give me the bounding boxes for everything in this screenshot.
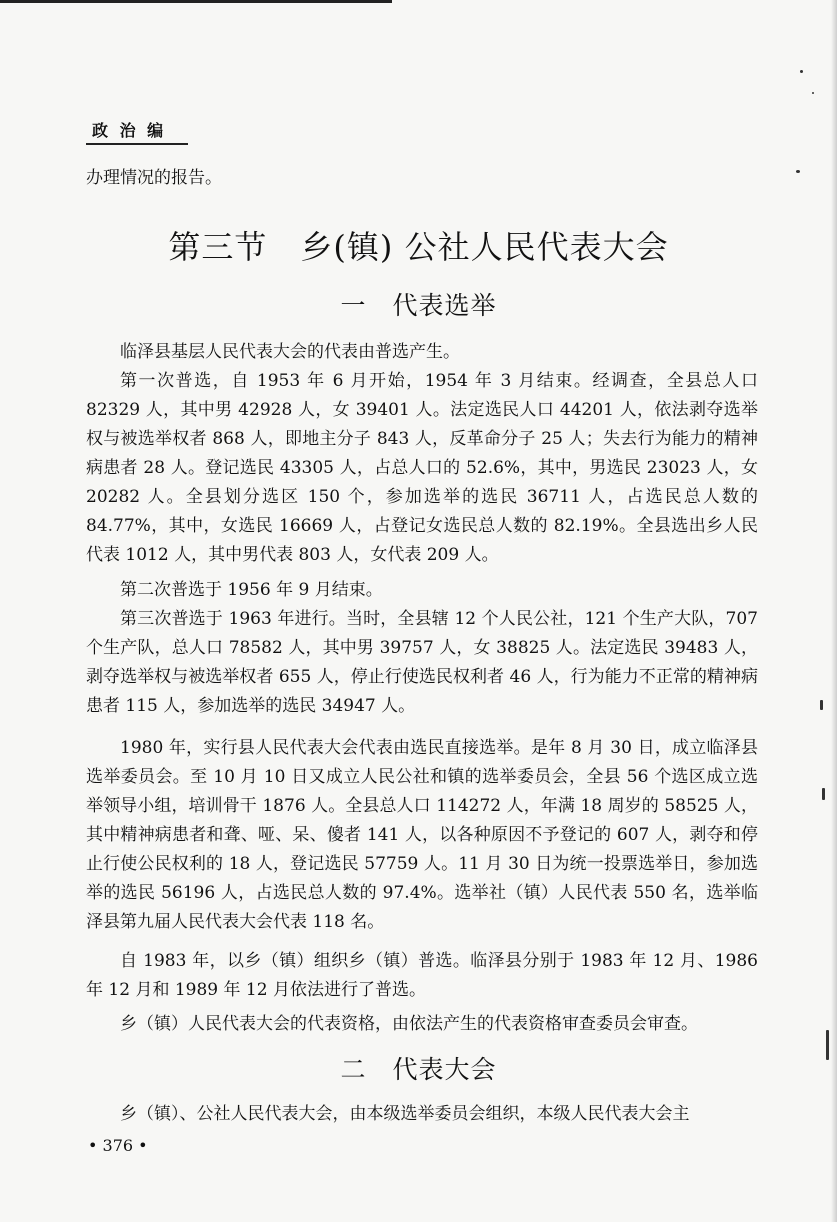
paragraph-1: 临泽县基层人民代表大会的代表由普选产生。 [120, 342, 460, 362]
scan-edge [831, 0, 837, 1222]
scan-speck [800, 70, 803, 73]
paragraph-6: 自 1983 年，以乡（镇）组织乡（镇）普选。临泽县分别于 1983 年 12 月、1986 年 12 月和 1989 年 12 月依法进行了普选。 [86, 951, 758, 1000]
running-header: 政 治 编 [92, 121, 167, 140]
paragraph-7: 乡（镇）人民代表大会的代表资格，由依法产生的代表资格审查委员会审查。 [120, 1014, 698, 1034]
scan-speck [820, 700, 823, 710]
paragraph-8: 乡（镇）、公社人民代表大会，由本级选举委员会组织，本级人民代表大会主 [120, 1104, 690, 1124]
header-underline [86, 143, 188, 145]
scan-speck [826, 1030, 829, 1060]
page-number: • 376 • [88, 1136, 148, 1155]
scan-speck [812, 92, 814, 94]
paragraph-3: 第二次普选于 1956 年 9 月结束。 [120, 580, 383, 600]
scan-speck [796, 170, 800, 173]
section-title: 第三节 乡(镇) 公社人民代表大会 [168, 228, 669, 266]
subsection-title-2: 二 代表大会 [340, 1055, 497, 1084]
paragraph-4: 第三次普选于 1963 年进行。当时，全县辖 12 个人民公社，121 个生产大队，707 个生产队，总人口 78582 人，其中男 39757 人，女 38825 人。法定选民 39483 人，剥夺选举权与被选举权者 655 人，停止行使选民权利者 46 人，行为能力不正常的精神病患者 115 人，参加选举的选民 34947 人。 [86, 609, 758, 716]
scan-speck [822, 788, 825, 800]
paragraph-5: 1980 年，实行县人民代表大会代表由选民直接选举。是年 8 月 30 日，成立临泽县选举委员会。至 10 月 10 日又成立人民公社和镇的选举委员会，全县 56 个选区成立选举领导小组，培训骨干 1876 人。全县总人口 114272 人，年满 18 周岁的 58525 人，其中精神病患者和聋、哑、呆、傻者 141 人，以各种原因不予登记的 607 人，剥夺和停止行使公民权利的 18 人，登记选民 57759 人。11 月 30 日为统一投票选举日，参加选举的选民 56196 人，占选民总人数的 97.4%。选举社（镇）人民代表 550 名，选举临泽县第九届人民代表大会代表 118 名。 [86, 738, 758, 932]
paragraph-2: 第一次普选，自 1953 年 6 月开始，1954 年 3 月结束。经调查，全县总人口 82329 人，其中男 42928 人，女 39401 人。法定选民人口 44201 人，依法剥夺选举权与被选举权者 868 人，即地主分子 843 人，反革命分子 25 人；失去行为能力的精神病患者 28 人。登记选民 43305 人，占总人口的 52.6%，其中，男选民 23023 人，女 20282 人。全县划分选区 150 个，参加选举的选民 36711 人，占选民总人数的 84.77%，其中，女选民 16669 人，占登记女选民总人数的 82.19%。全县选出乡人民代表 1012 人，其中男代表 803 人，女代表 209 人。 [86, 371, 758, 565]
top-rule [0, 0, 392, 3]
subsection-title-1: 一 代表选举 [340, 291, 497, 320]
intro-line: 办理情况的报告。 [86, 168, 222, 188]
